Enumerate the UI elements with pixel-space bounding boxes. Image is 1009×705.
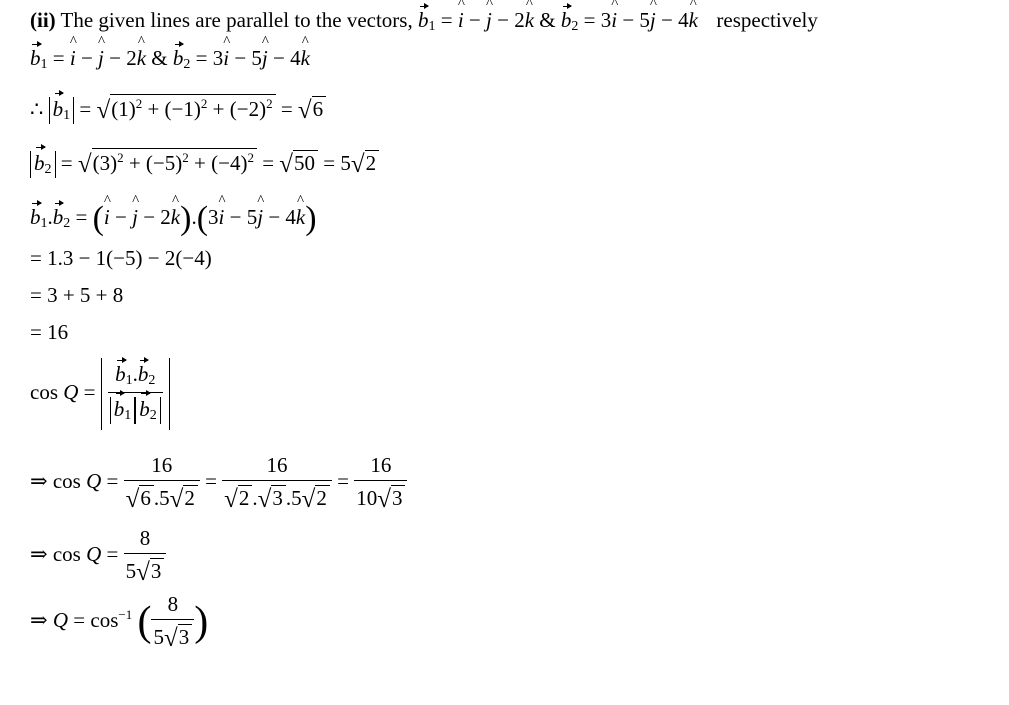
dot-product: $b_1.b_2 = (i$ ^ − j ^ − 2k ^).(3i ^ − 5j ^ − 4k ^) <box>30 202 317 236</box>
intro-line <box>30 10 818 34</box>
part-label: (ii) <box>30 8 56 32</box>
cos-substitution: ⇒ cos Q = $\frac{16}{√6 .5√2}$ = $\frac{16}{√2 .√3 .5√2}$ = $\frac{16}{10√3}$ <box>30 455 407 512</box>
cos-formula: cos Q = $\frac{b_1.b_2}{b_1 b_2}$ <box>30 358 170 430</box>
dot-sum: = 3 + 5 + 8 <box>30 283 124 307</box>
magnitude-b1: ∴ $b_1 = √(1)^2 + (-1)^2 + (-2)^2 = √6$ <box>30 94 326 124</box>
cos-simplified: ⇒ cos Q = $\frac{8}{5√3}$ <box>30 528 166 585</box>
final-angle: ⇒ $Q = \cos^{-1}$ ( $\frac{8}{5√3}$ ) <box>30 592 209 652</box>
vector-line: $b_1 = i$ ^ − j ^ − 2k ^ & $b_2 = 3i$ ^ − 5j ^ − 4k ^ <box>30 48 310 72</box>
magnitude-b2: $b_2 = √(3)^2 + (-5)^2 + (-4)^2 = √50 = 5√2$ <box>30 148 379 178</box>
intro-suffix: respectively <box>716 8 818 32</box>
intro-text: The given lines are parallel to the vectors, <box>60 8 413 32</box>
vector-definitions: $b_1 = i$ ^ − j ^ − 2k ^ & $b_2 = 3i$ ^ − 5j ^ − 4k ^ <box>418 8 698 32</box>
dot-result: = 16 <box>30 320 69 344</box>
dot-expansion: = 1.3 − 1(−5) − 2(−4) <box>30 246 212 270</box>
